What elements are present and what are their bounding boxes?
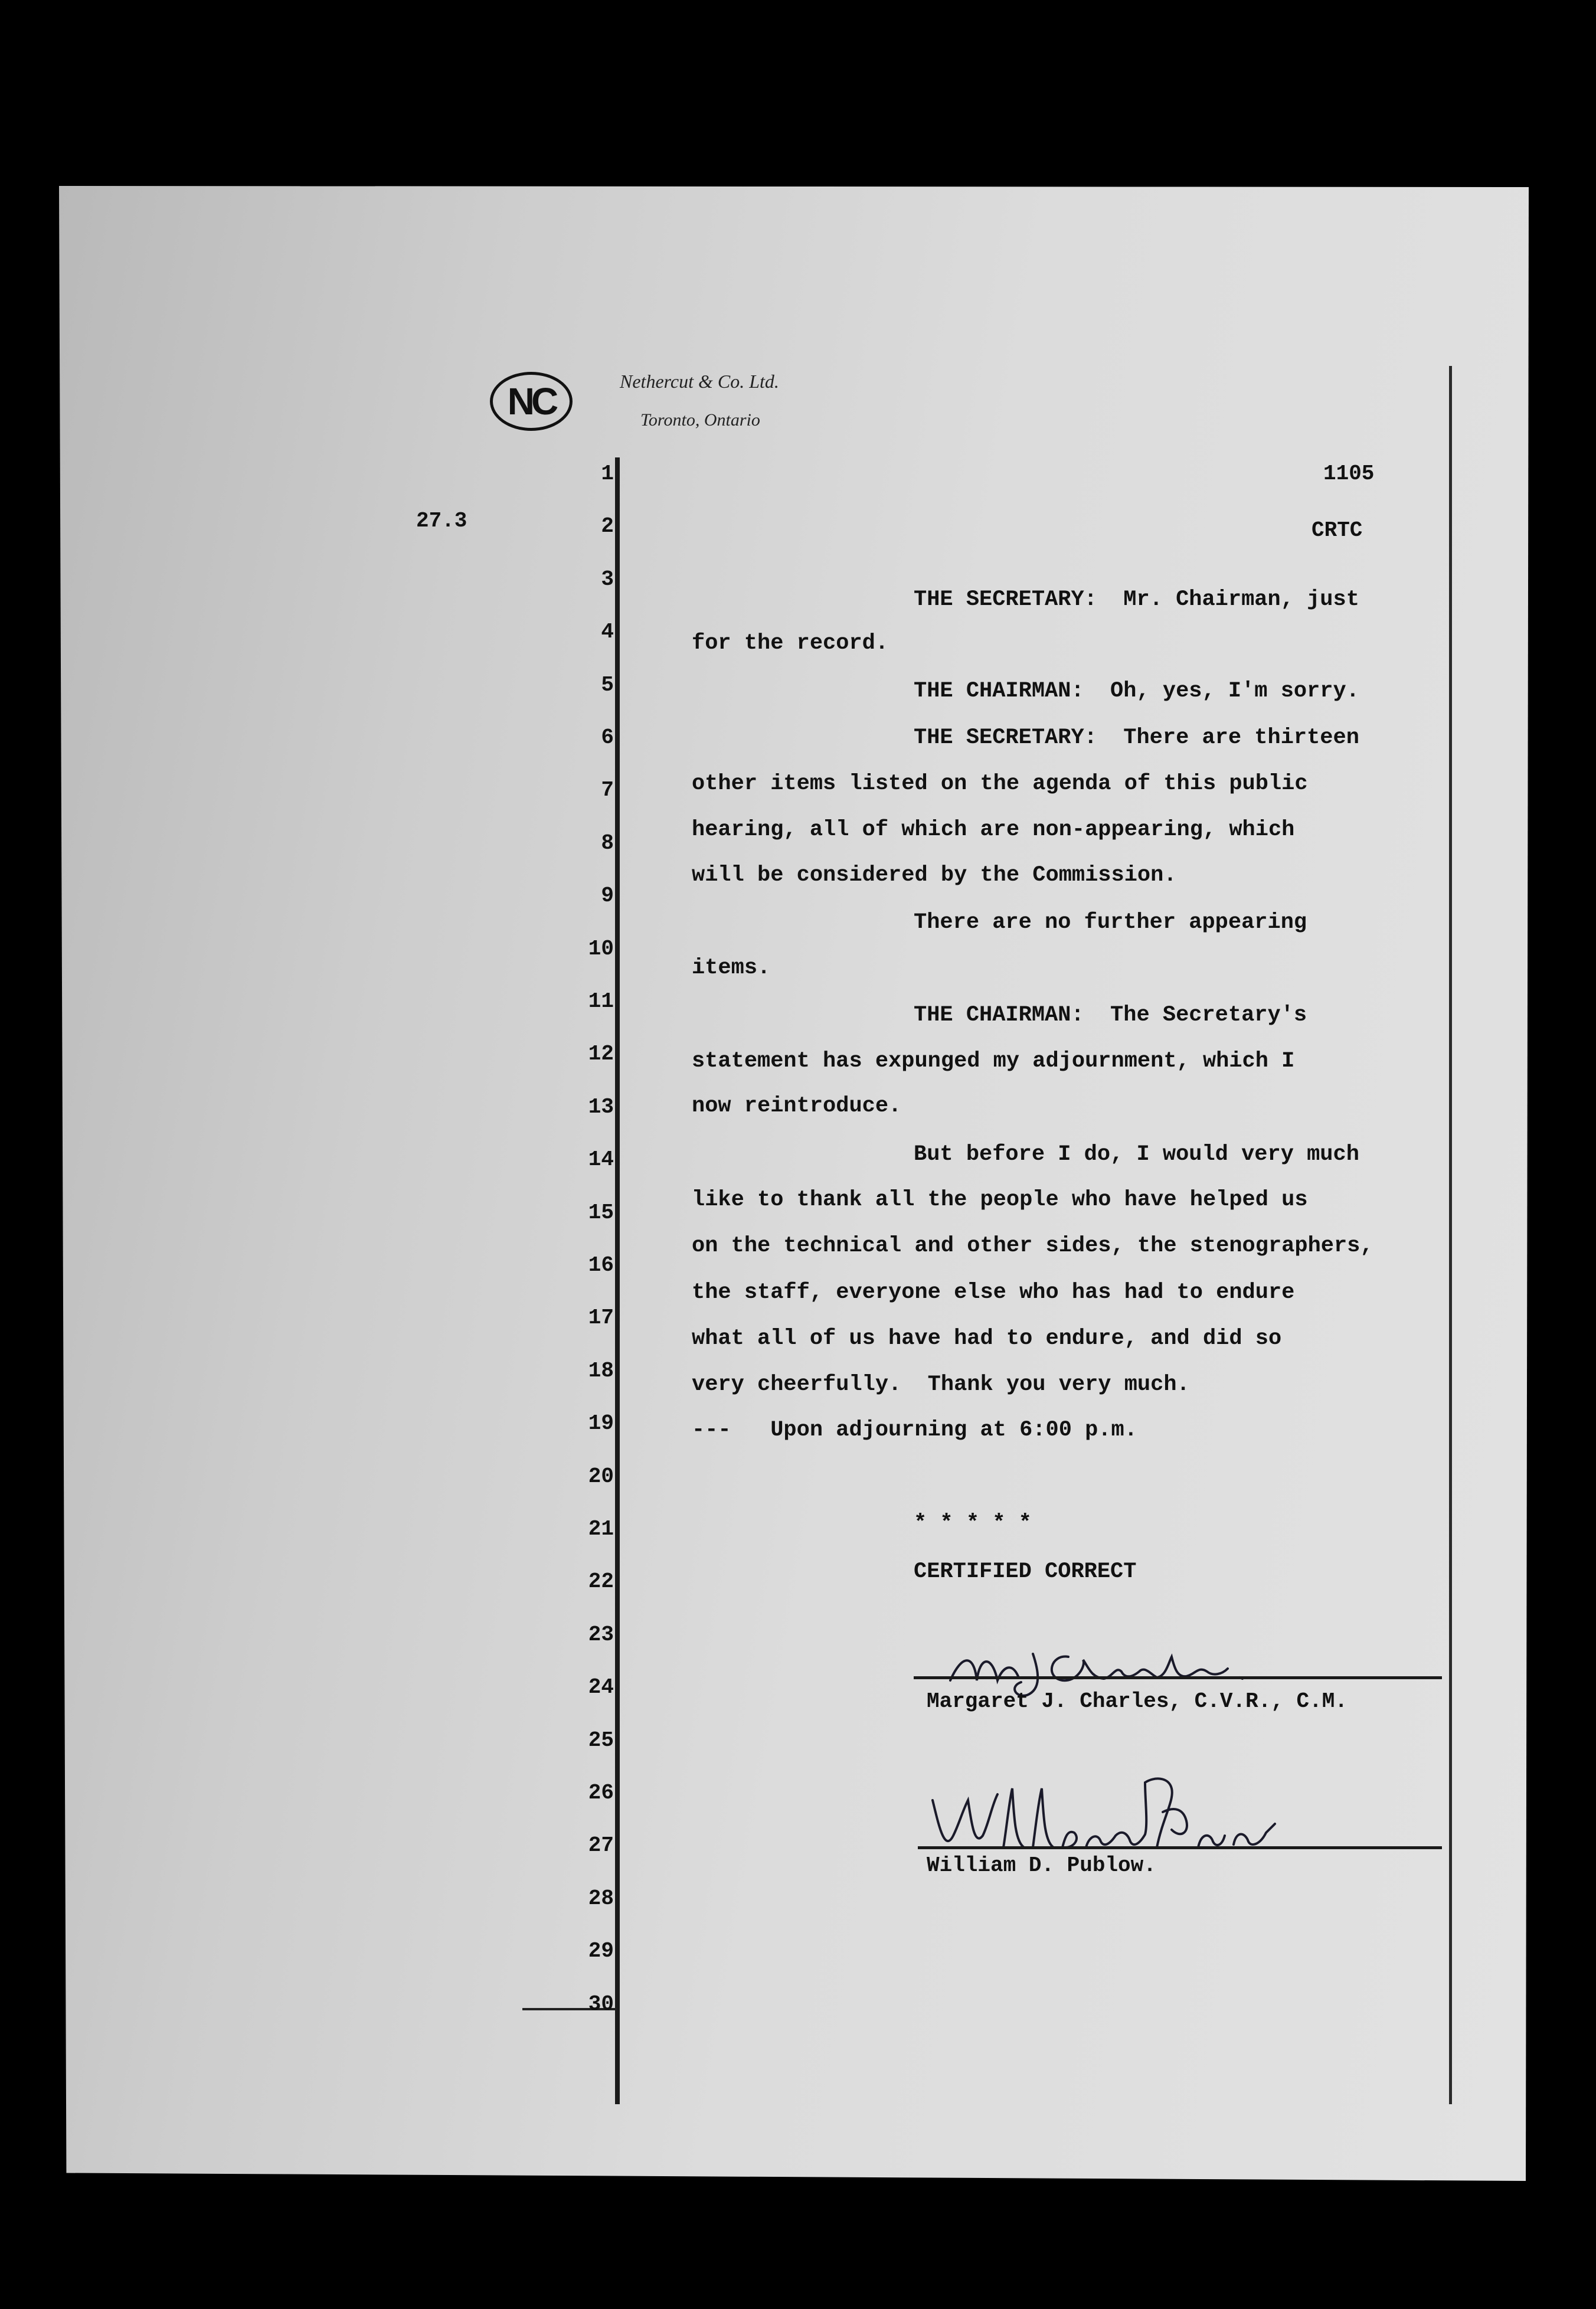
line-number: 6 [601, 725, 614, 750]
transcript-line: THE CHAIRMAN: Oh, yes, I'm sorry. [914, 679, 1359, 704]
line-number: 2 [601, 514, 614, 538]
line-number: 25 [588, 1728, 614, 1752]
line-number: 5 [601, 673, 614, 697]
line-number: 28 [588, 1886, 614, 1911]
line-number: 10 [588, 937, 614, 961]
logo-text: NC [507, 380, 555, 423]
signatory-name: Margaret J. Charles, C.V.R., C.M. [927, 1689, 1348, 1713]
line-number: 11 [588, 989, 614, 1013]
line-number: 8 [601, 831, 614, 855]
transcript-line: what all of us have had to endure, and did so [692, 1326, 1282, 1351]
line-number: 15 [588, 1201, 614, 1225]
transcript-line: will be considered by the Commission. [692, 863, 1177, 888]
line-number: 18 [588, 1359, 614, 1383]
transcript-line: hearing, all of which are non-appearing, which [692, 817, 1295, 842]
company-city: Toronto, Ontario [640, 410, 760, 430]
line-number: 30 [588, 1992, 614, 2016]
transcript-line: items. [692, 956, 771, 980]
transcript-line: statement has expunged my adjournment, which I [692, 1049, 1295, 1074]
line-number: 29 [588, 1939, 614, 1963]
transcript-line: THE CHAIRMAN: The Secretary's [914, 1003, 1307, 1028]
header-code: CRTC [1312, 518, 1363, 542]
transcript-line: on the technical and other sides, the stenographers, [692, 1234, 1373, 1258]
signatory-name: William D. Publow. [927, 1853, 1156, 1878]
transcript-line: There are no further appearing [914, 910, 1307, 935]
line-number: 16 [588, 1253, 614, 1277]
line-number: 21 [588, 1517, 614, 1541]
transcript-line: the staff, everyone else who has had to endure [692, 1280, 1295, 1305]
margin-note: 27.3 [416, 509, 467, 533]
line-number: 27 [588, 1833, 614, 1857]
section-stars: * * * * * [914, 1511, 1032, 1536]
left-margin-rule [615, 457, 620, 2104]
company-name: Nethercut & Co. Ltd. [620, 371, 779, 392]
page-number: 1105 [1323, 462, 1375, 486]
document-page [59, 186, 1529, 2181]
transcript-line: --- Upon adjourning at 6:00 p.m. [692, 1418, 1137, 1443]
signature-line [914, 1676, 1442, 1679]
transcript-line: for the record. [692, 631, 889, 656]
signature-line [918, 1846, 1442, 1849]
line-number: 20 [588, 1464, 614, 1489]
line-number: 12 [588, 1042, 614, 1066]
line-number: 22 [588, 1569, 614, 1594]
certified-heading: CERTIFIED CORRECT [914, 1559, 1137, 1584]
line-number: 14 [588, 1147, 614, 1172]
transcript-line: THE SECRETARY: Mr. Chairman, just [914, 587, 1359, 612]
transcript-line: very cheerfully. Thank you very much. [692, 1372, 1190, 1397]
line-number: 1 [601, 462, 614, 486]
line-number: 7 [601, 778, 614, 802]
transcript-line: like to thank all the people who have helped us [692, 1188, 1308, 1212]
transcript-line: But before I do, I would very much [914, 1142, 1359, 1167]
signature-publow [921, 1765, 1299, 1865]
line-number: 26 [588, 1781, 614, 1805]
line-number: 19 [588, 1411, 614, 1435]
line-number: 13 [588, 1095, 614, 1119]
line-number: 24 [588, 1675, 614, 1699]
transcript-line: other items listed on the agenda of this public [692, 771, 1308, 796]
line-number: 4 [601, 620, 614, 644]
line-number: 3 [601, 567, 614, 591]
transcript-line: now reintroduce. [692, 1094, 902, 1118]
line-number: 9 [601, 884, 614, 908]
right-margin-rule [1449, 366, 1452, 2104]
transcript-line: THE SECRETARY: There are thirteen [914, 725, 1359, 750]
company-logo [490, 372, 573, 431]
line-number: 23 [588, 1623, 614, 1647]
line-number: 17 [588, 1306, 614, 1330]
